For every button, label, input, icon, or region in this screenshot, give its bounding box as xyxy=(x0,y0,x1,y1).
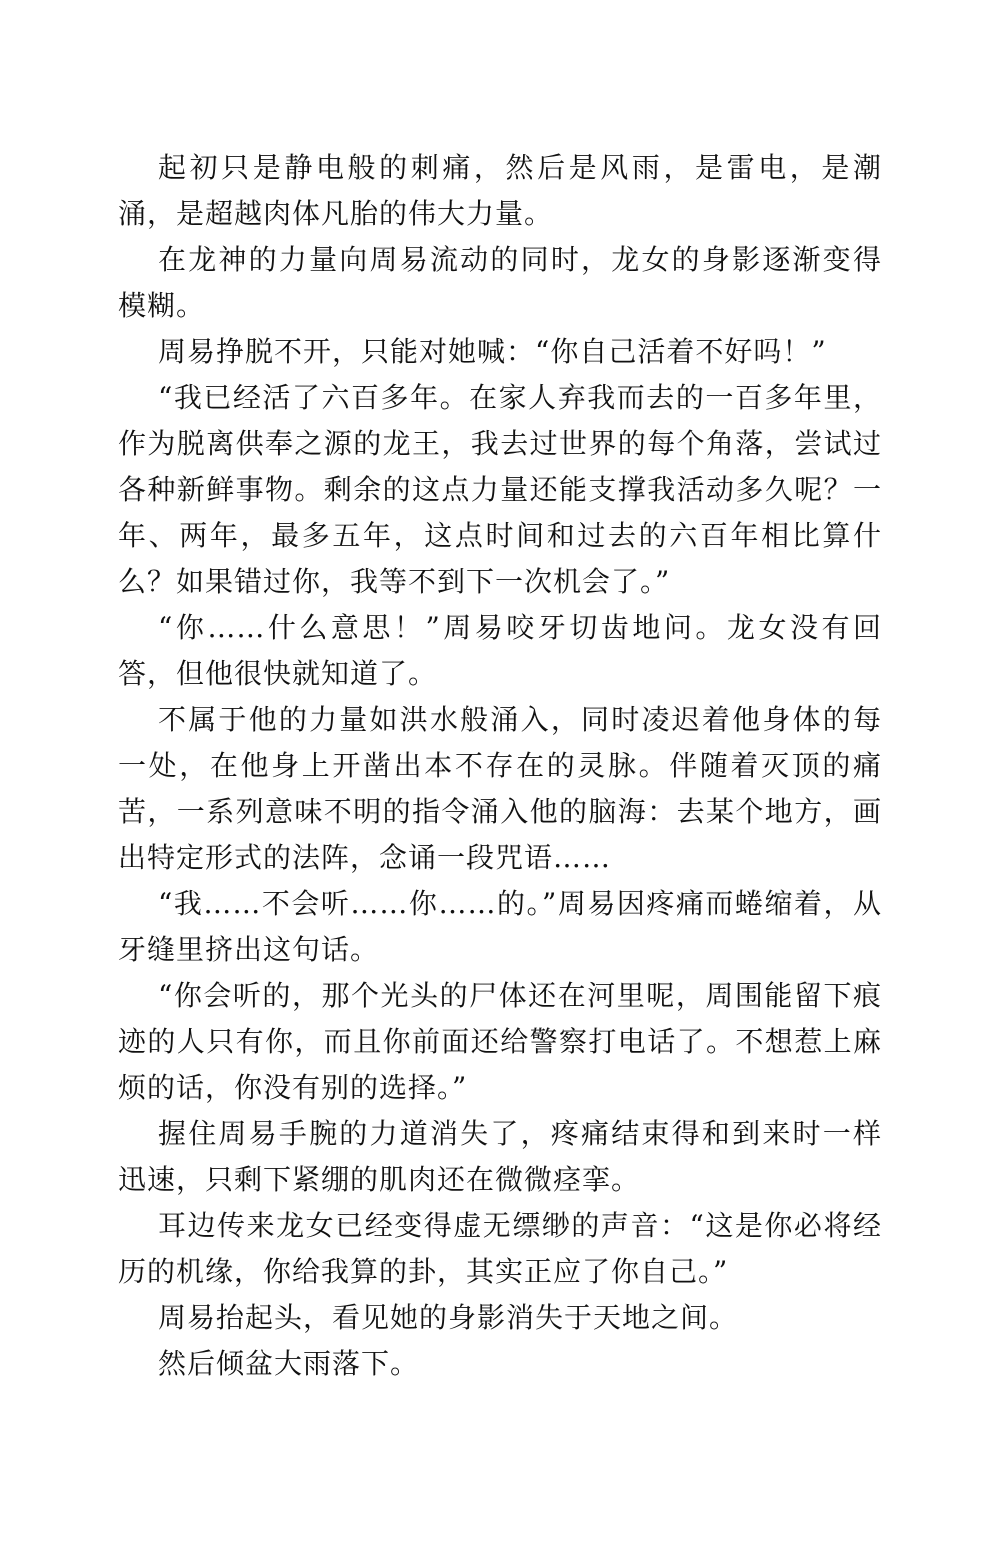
paragraph: “你会听的，那个光头的尸体还在河里呢，周围能留下痕迹的人只有你，而且你前面还给警察打电话了。不想惹上麻烦的话，你没有别的选择。” xyxy=(118,979,882,1104)
paragraph: 周易挣脱不开，只能对她喊：“你自己活着不好吗！” xyxy=(158,335,827,368)
paragraph: 起初只是静电般的刺痛，然后是风雨，是雷电，是潮涌，是超越肉体凡胎的伟大力量。 xyxy=(118,151,882,230)
paragraph: 周易抬起头，看见她的身影消失于天地之间。 xyxy=(158,1301,739,1334)
paragraph: 耳边传来龙女已经变得虚无缥缈的声音：“这是你必将经历的机缘，你给我算的卦，其实正应了你自己。” xyxy=(118,1209,882,1288)
paragraph: 在龙神的力量向周易流动的同时，龙女的身影逐渐变得模糊。 xyxy=(118,243,882,322)
paragraph: “我……不会听……你……的。”周易因疼痛而蜷缩着，从牙缝里挤出这句话。 xyxy=(118,887,882,966)
book-page xyxy=(118,145,882,1387)
paragraph: “我已经活了六百多年。在家人弃我而去的一百多年里，作为脱离供奉之源的龙王，我去过世界的每个角落，尝试过各种新鲜事物。剩余的这点力量还能支撑我活动多久呢？一年、两年，最多五年，这点时间和过去的六百年相比算什么？如果错过你，我等不到下一次机会了。” xyxy=(118,381,882,598)
paragraph: “你……什么意思！”周易咬牙切齿地问。龙女没有回答，但他很快就知道了。 xyxy=(118,611,882,690)
paragraph: 不属于他的力量如洪水般涌入，同时凌迟着他身体的每一处，在他身上开凿出本不存在的灵脉。伴随着灭顶的痛苦，一系列意味不明的指令涌入他的脑海：去某个地方，画出特定形式的法阵，念诵一段咒语…… xyxy=(118,703,882,874)
paragraph: 握住周易手腕的力道消失了，疼痛结束得和到来时一样迅速，只剩下紧绷的肌肉还在微微痉挛。 xyxy=(118,1117,882,1196)
paragraph: 然后倾盆大雨落下。 xyxy=(158,1347,420,1380)
